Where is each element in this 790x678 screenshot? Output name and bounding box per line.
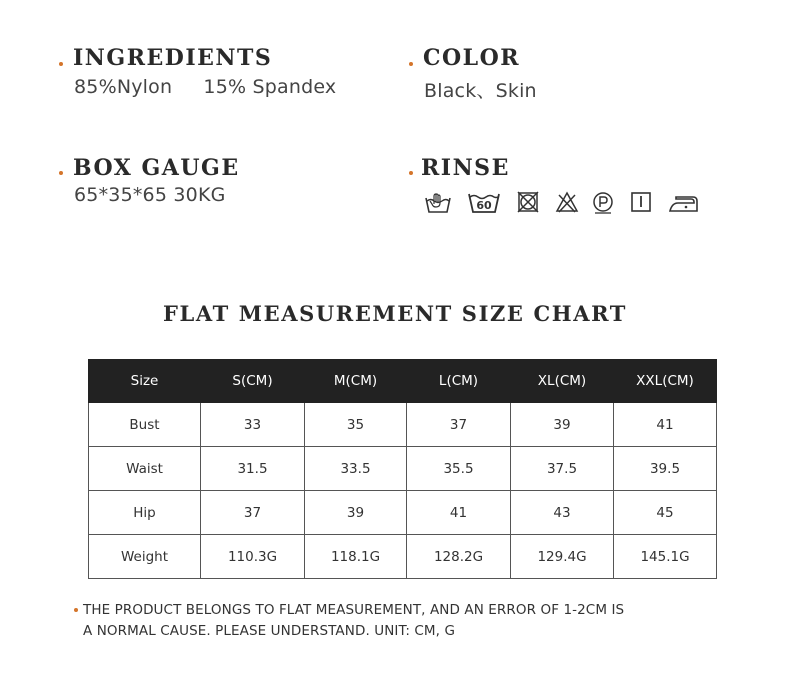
line-dry-icon (630, 190, 654, 216)
table-header: M(CM) (305, 360, 407, 403)
table-cell: 145.1G (614, 535, 717, 579)
color-bullet (409, 62, 413, 66)
table-cell: 33 (201, 403, 305, 447)
measurement-note (83, 600, 624, 642)
note-bullet (74, 608, 78, 612)
table-row (89, 403, 717, 447)
ingredients-value: 85%Nylon 15% Spandex (74, 76, 337, 98)
table-row (89, 535, 717, 579)
table-cell: 37 (407, 403, 511, 447)
rinse-title: RINSE (421, 155, 510, 181)
color-title: COLOR (423, 45, 521, 71)
table-header: XL(CM) (511, 360, 614, 403)
table-header: L(CM) (407, 360, 511, 403)
do-not-bleach-icon (555, 190, 579, 216)
box-gauge-value: 65*35*65 30KG (74, 184, 226, 206)
table-cell: 129.4G (511, 535, 614, 579)
row-label: Hip (89, 491, 201, 535)
table-cell: 41 (407, 491, 511, 535)
rinse-bullet (409, 171, 413, 175)
table-cell: 43 (511, 491, 614, 535)
hand-wash-icon (424, 190, 452, 216)
table-header: S(CM) (201, 360, 305, 403)
table-cell: 41 (614, 403, 717, 447)
box-gauge-bullet (59, 171, 63, 175)
table-cell: 118.1G (305, 535, 407, 579)
table-cell: 45 (614, 491, 717, 535)
iron-icon (668, 190, 700, 216)
wash-60-icon (468, 190, 500, 216)
table-cell: 37.5 (511, 447, 614, 491)
do-not-tumble-dry-icon (516, 190, 540, 216)
ingredients-bullet (59, 62, 63, 66)
table-cell: 35.5 (407, 447, 511, 491)
row-label: Bust (89, 403, 201, 447)
box-gauge-title: BOX GAUGE (73, 155, 240, 181)
size-chart-title: FLAT MEASUREMENT SIZE CHART (162, 301, 628, 326)
size-table (88, 359, 717, 579)
table-header: Size (89, 360, 201, 403)
table-cell: 128.2G (407, 535, 511, 579)
table-cell: 33.5 (305, 447, 407, 491)
ingredients-title: INGREDIENTS (73, 45, 273, 71)
table-cell: 37 (201, 491, 305, 535)
table-cell: 35 (305, 403, 407, 447)
row-label: Weight (89, 535, 201, 579)
wash-temp-label: 60 (476, 199, 492, 212)
color-value: Black、Skin (424, 80, 537, 102)
table-cell: 39 (305, 491, 407, 535)
table-cell: 31.5 (201, 447, 305, 491)
note-line-2: A NORMAL CAUSE. PLEASE UNDERSTAND. UNIT: CM, G (83, 623, 456, 639)
table-header-row (89, 360, 717, 403)
table-cell: 39.5 (614, 447, 717, 491)
dry-clean-p-icon (592, 190, 616, 216)
note-line-1: THE PRODUCT BELONGS TO FLAT MEASUREMENT, AND AN ERROR OF 1-2CM IS (83, 602, 625, 618)
row-label: Waist (89, 447, 201, 491)
table-row (89, 491, 717, 535)
table-cell: 110.3G (201, 535, 305, 579)
table-cell: 39 (511, 403, 614, 447)
table-header: XXL(CM) (614, 360, 717, 403)
table-row (89, 447, 717, 491)
